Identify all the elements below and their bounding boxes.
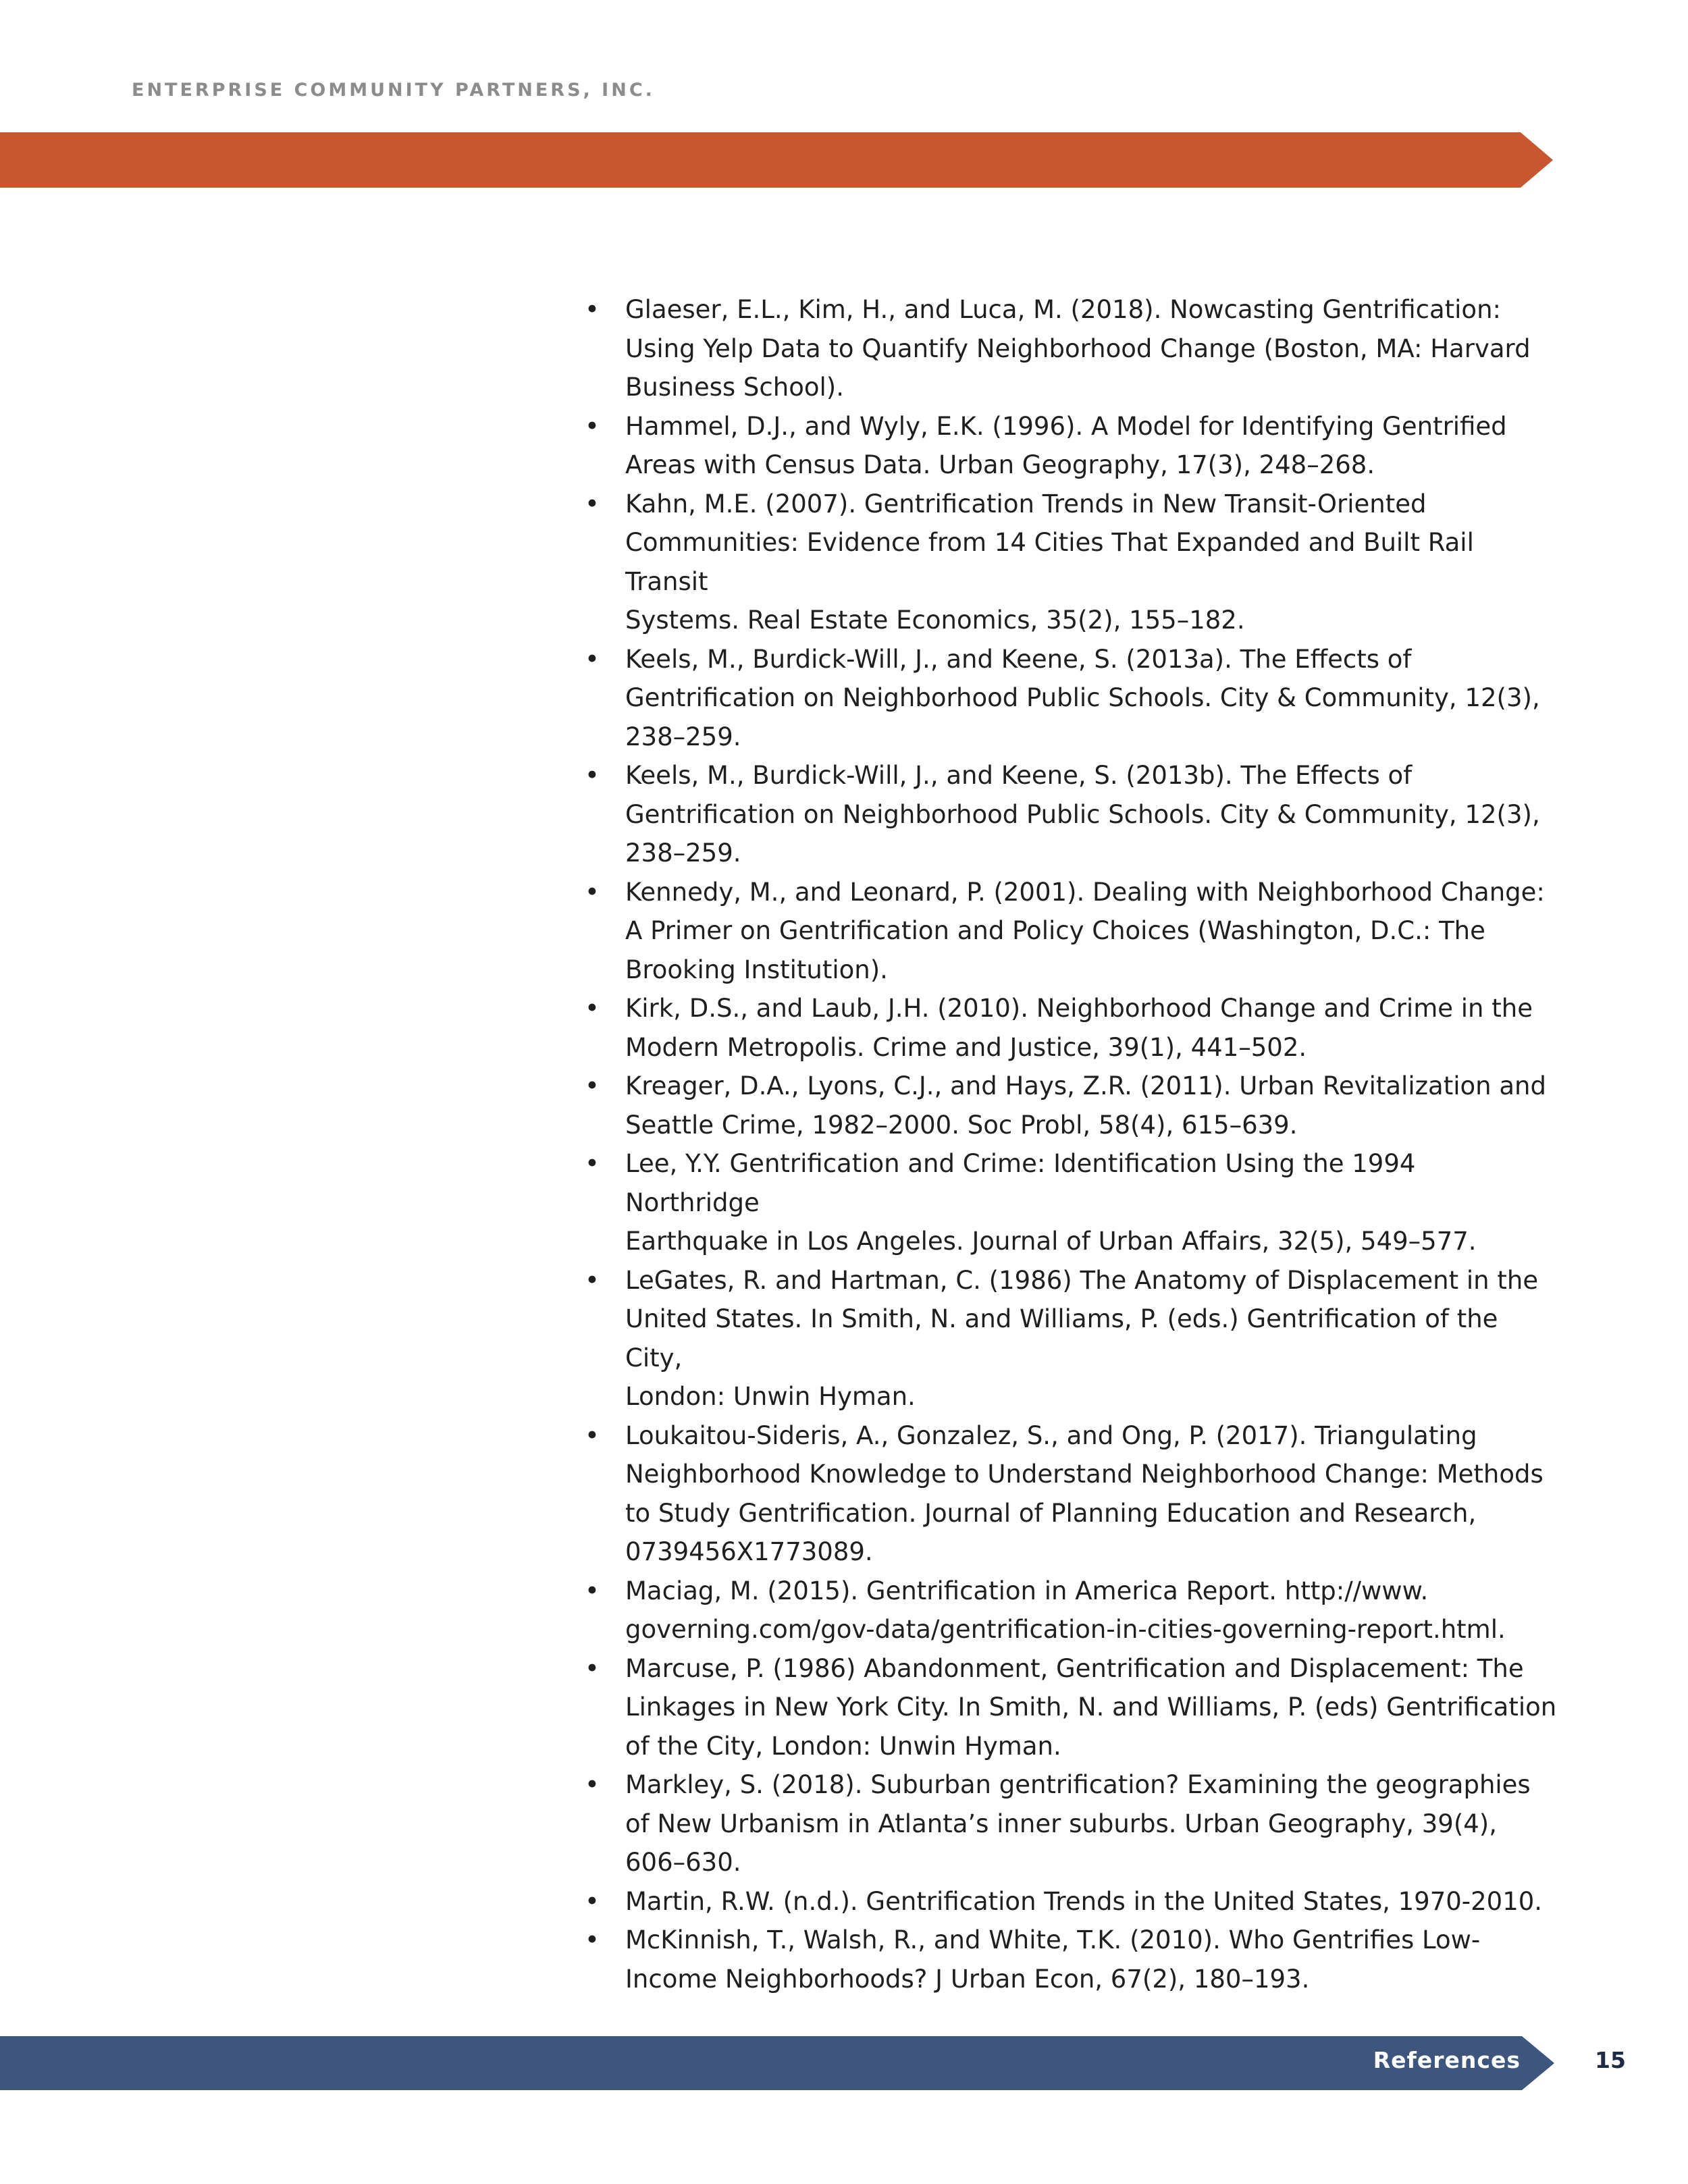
reference-text-line: A Primer on Gentrification and Policy Choices (Washington, D.C.: The: [625, 916, 1485, 945]
reference-text-line: Income Neighborhoods? J Urban Econ, 67(2), 180–193.: [625, 1964, 1310, 1994]
bullet-icon: •: [585, 489, 600, 518]
bullet-icon: •: [585, 1071, 600, 1100]
bullet-icon: •: [585, 1886, 600, 1916]
reference-text-line: Keels, M., Burdick-Will, J., and Keene, S. (2013b). The Effects of: [625, 761, 1413, 790]
reference-text-line: Hammel, D.J., and Wyly, E.K. (1996). A Model for Identifying Gentrified: [625, 411, 1507, 441]
reference-text-line: Kreager, D.A., Lyons, C.J., and Hays, Z.R. (2011). Urban Revitalization and: [625, 1071, 1546, 1100]
reference-text-line: Earthquake in Los Angeles. Journal of Urban Affairs, 32(5), 549–577.: [625, 1227, 1477, 1256]
reference-text-line: Linkages in New York City. In Smith, N. and Williams, P. (eds) Gentrification: [625, 1693, 1557, 1722]
reference-item: [585, 407, 1557, 485]
bullet-icon: •: [585, 761, 600, 790]
reference-text-line: Neighborhood Knowledge to Understand Neighborhood Change: Methods: [625, 1460, 1544, 1489]
reference-text-line: Martin, R.W. (n.d.). Gentrification Trends in the United States, 1970-2010.: [625, 1886, 1543, 1916]
reference-text-line: Kennedy, M., and Leonard, P. (2001). Dealing with Neighborhood Change:: [625, 877, 1545, 907]
bullet-icon: •: [585, 411, 600, 441]
reference-item: [585, 1416, 1557, 1572]
footer-arrow-bar: [0, 2036, 1554, 2090]
reference-text-line: Modern Metropolis. Crime and Justice, 39(1), 441–502.: [625, 1032, 1307, 1062]
reference-item: [585, 989, 1557, 1067]
reference-item: [585, 1144, 1557, 1261]
reference-item: [585, 756, 1557, 873]
reference-item: [585, 1649, 1557, 1766]
bullet-icon: •: [585, 1420, 600, 1450]
reference-text-line: Systems. Real Estate Economics, 35(2), 155–182.: [625, 606, 1245, 635]
reference-text-line: LeGates, R. and Hartman, C. (1986) The Anatomy of Displacement in the: [625, 1265, 1539, 1295]
bullet-icon: •: [585, 1925, 600, 1954]
reference-text-line: Kahn, M.E. (2007). Gentrification Trends in New Transit-Oriented: [625, 489, 1427, 518]
reference-text-line: United States. In Smith, N. and Williams, P. (eds.) Gentrification of the City,: [625, 1304, 1498, 1373]
reference-text-line: of the City, London: Unwin Hyman.: [625, 1731, 1061, 1761]
reference-item: [585, 1765, 1557, 1882]
reference-text-line: governing.com/gov-data/gentrification-in-cities-governing-report.html.: [625, 1615, 1506, 1644]
reference-text-line: Seattle Crime, 1982–2000. Soc Probl, 58(4), 615–639.: [625, 1110, 1298, 1140]
reference-text-line: Lee, Y.Y. Gentrification and Crime: Identification Using the 1994 Northridge: [625, 1149, 1416, 1217]
reference-item: [585, 1067, 1557, 1144]
reference-text-line: Loukaitou-Sideris, A., Gonzalez, S., and Ong, P. (2017). Triangulating: [625, 1420, 1477, 1450]
reference-text-line: Brooking Institution).: [625, 955, 888, 984]
reference-item: [585, 1921, 1557, 1998]
reference-text-line: of New Urbanism in Atlanta’s inner suburbs. Urban Geography, 39(4),: [625, 1809, 1497, 1838]
reference-text-line: Glaeser, E.L., Kim, H., and Luca, M. (2018). Nowcasting Gentrification:: [625, 295, 1501, 324]
bullet-icon: •: [585, 295, 600, 324]
header-arrow-bar: [0, 132, 1553, 188]
reference-text-line: McKinnish, T., Walsh, R., and White, T.K. (2010). Who Gentrifies Low-: [625, 1925, 1481, 1954]
bullet-icon: •: [585, 877, 600, 907]
reference-text-line: 0739456X1773089.: [625, 1537, 873, 1566]
reference-text-line: Maciag, M. (2015). Gentrification in America Report. http://www.: [625, 1576, 1429, 1605]
footer-section-label: References: [1373, 2047, 1521, 2073]
reference-text-line: Keels, M., Burdick-Will, J., and Keene, S. (2013a). The Effects of: [625, 644, 1412, 674]
bullet-icon: •: [585, 644, 600, 674]
reference-text-line: Gentrification on Neighborhood Public Schools. City & Community, 12(3),: [625, 799, 1540, 829]
reference-list: [585, 290, 1557, 1998]
bullet-icon: •: [585, 1770, 600, 1799]
reference-text-line: Using Yelp Data to Quantify Neighborhood Change (Boston, MA: Harvard: [625, 334, 1531, 363]
reference-text-line: London: Unwin Hyman.: [625, 1382, 916, 1411]
reference-item: [585, 1882, 1557, 1921]
reference-text-line: 238–259.: [625, 722, 741, 751]
reference-text-line: to Study Gentrification. Journal of Planning Education and Research,: [625, 1498, 1477, 1528]
reference-text-line: Business School).: [625, 373, 844, 402]
reference-item: [585, 290, 1557, 407]
reference-item: [585, 640, 1557, 757]
reference-text-line: Kirk, D.S., and Laub, J.H. (2010). Neighborhood Change and Crime in the: [625, 994, 1533, 1023]
reference-text-line: 238–259.: [625, 838, 741, 868]
reference-text-line: Marcuse, P. (1986) Abandonment, Gentrification and Displacement: The: [625, 1653, 1524, 1683]
reference-item: [585, 873, 1557, 990]
reference-text-line: 606–630.: [625, 1848, 741, 1877]
bullet-icon: •: [585, 1265, 600, 1295]
bullet-icon: •: [585, 994, 600, 1023]
reference-text-line: Markley, S. (2018). Suburban gentrification? Examining the geographies: [625, 1770, 1531, 1799]
reference-text-line: Areas with Census Data. Urban Geography, 17(3), 248–268.: [625, 450, 1375, 479]
reference-item: [585, 485, 1557, 640]
page-number: 15: [1595, 2047, 1626, 2073]
organization-name: ENTERPRISE COMMUNITY PARTNERS, INC.: [132, 80, 655, 101]
reference-item: [585, 1572, 1557, 1649]
reference-text-line: Communities: Evidence from 14 Cities That Expanded and Built Rail Transit: [625, 528, 1474, 596]
bullet-icon: •: [585, 1576, 600, 1605]
bullet-icon: •: [585, 1149, 600, 1178]
reference-item: [585, 1261, 1557, 1416]
bullet-icon: •: [585, 1653, 600, 1683]
reference-text-line: Gentrification on Neighborhood Public Schools. City & Community, 12(3),: [625, 683, 1540, 712]
